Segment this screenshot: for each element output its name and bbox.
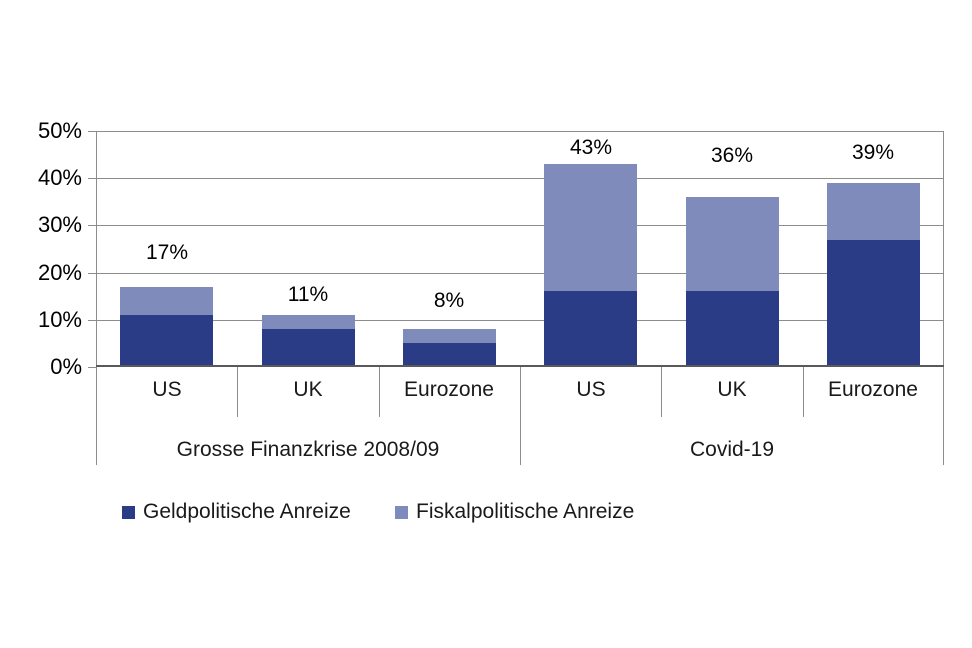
bar-covid-us-geldpolitisch [544,291,637,367]
legend-item-fiskalpolitischeanreize [395,500,634,524]
y-axis-tick [88,273,96,274]
gridline-30 [96,225,944,226]
category-label-gfc-uk: UK [293,378,323,401]
data-label-gfc-us: 17% [145,241,189,264]
bar-covid-us-fiskalpolitisch [544,164,637,291]
y-axis-tick [88,178,96,179]
y-axis-tick [88,225,96,226]
bar-gfc-us-geldpolitisch [120,315,213,367]
data-label-gfc-eurozone: 8% [433,289,465,312]
bar-covid-eurozone-fiskalpolitisch [827,183,920,240]
data-label-gfc-uk: 11% [287,283,329,306]
bar-gfc-us-fiskalpolitisch [120,287,213,315]
y-axis-label: 20% [37,260,82,285]
y-axis-tick [88,320,96,321]
group-boundary-line [96,367,97,465]
legend-swatch-fiskalpolitisch [395,506,408,519]
category-label-covid-eurozone: Eurozone [828,378,918,401]
category-label-gfc-eurozone: Eurozone [404,378,494,401]
y-axis-label: 50% [37,118,82,143]
gridline-40 [96,178,944,179]
group-label-covid19: Covid-19 [689,438,775,461]
category-label-covid-uk: UK [717,378,747,401]
bar-gfc-eurozone-fiskalpolitisch [403,329,496,343]
legend-label: Fiskalpolitische Anreize [416,500,635,523]
bar-covid-uk-fiskalpolitisch [686,197,779,291]
category-label-gfc-us: US [152,378,182,401]
legend-label: Geldpolitische Anreize [143,500,351,523]
y-axis-label: 10% [37,307,82,332]
category-label-covid-us: US [576,378,606,401]
bar-covid-uk-geldpolitisch [686,291,779,367]
group-boundary-line [943,367,944,465]
bar-gfc-uk-fiskalpolitisch [262,315,355,329]
gridline-10 [96,320,944,321]
y-axis-tick [88,131,96,132]
bar-covid-eurozone-geldpolitisch [827,240,920,367]
y-axis-label: 30% [37,212,82,237]
group-boundary-line [520,367,521,465]
legend-item-geldpolitischeanreize [122,500,351,524]
bar-gfc-eurozone-geldpolitisch [403,343,496,367]
data-label-covid-us: 43% [569,136,613,159]
gridline-20 [96,273,944,274]
plot-area-border [96,131,944,367]
legend-swatch-geldpolitisch [122,506,135,519]
data-label-covid-uk: 36% [710,144,754,167]
bar-gfc-uk-geldpolitisch [262,329,355,367]
y-axis-label: 40% [37,165,82,190]
y-axis-tick [88,367,96,368]
data-label-covid-eurozone: 39% [851,141,895,164]
y-axis-label: 0% [50,354,82,379]
group-label-finanzkrise: Grosse Finanzkrise 2008/09 [176,438,440,461]
